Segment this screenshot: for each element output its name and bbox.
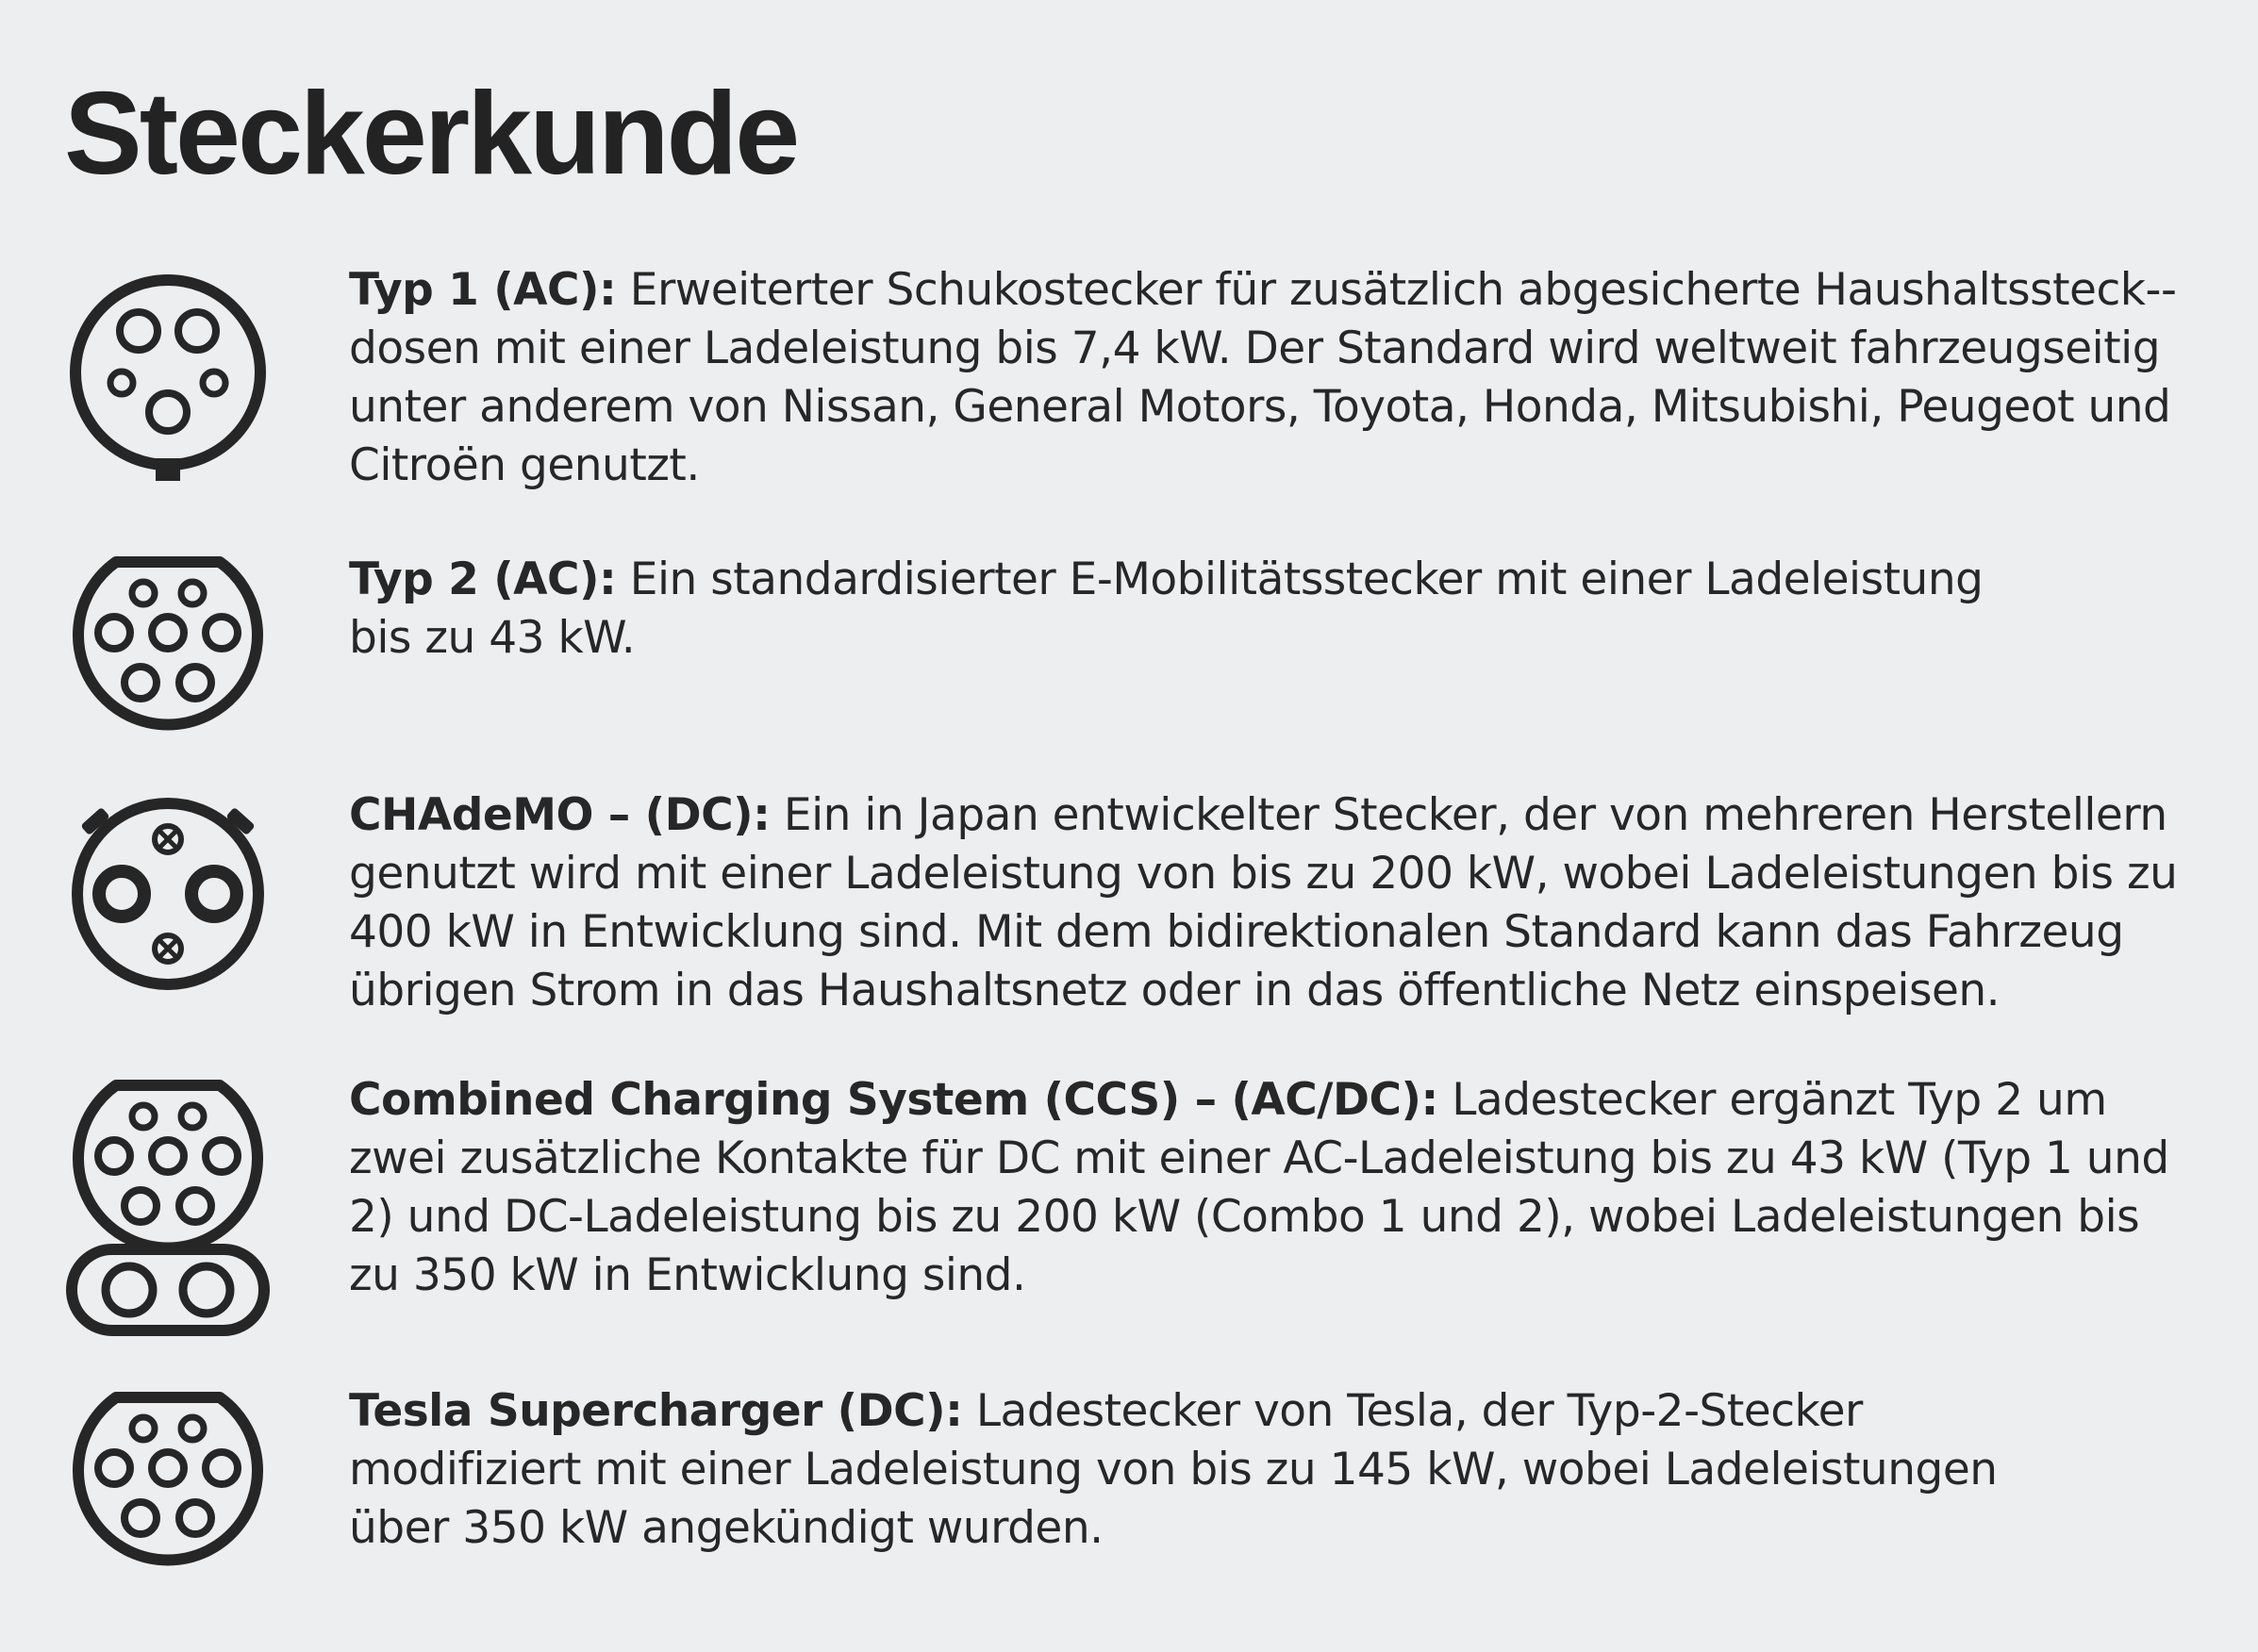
connector-description: Ein in Japan entwickelter Stecker, der von mehreren Herstellern genutzt wird mit einer Ladeleistung von bis zu 200 kW, wobei Ladeleistungen bis zu 400 kW in Entwicklung sind. Mit dem bidirektionalen Standard kann das Fahrzeug übrigen Strom in das Haushaltsnetz oder in das öffentliche Netz einspeisen. [349,789,2178,1016]
connector-description: Ein standardisierter E-Mobilitätsstecker mit einer Ladeleistung bis zu 43 kW. [349,553,1984,664]
connector-name: Combined Charging System (CCS) – (AC/DC): [349,1074,1438,1126]
ccs-connector-icon [64,1078,272,1338]
connector-name: Typ 2 (AC): [349,553,617,605]
connector-name: CHAdeMO – (DC): [349,789,771,841]
connector-description: Erweiterter Schukostecker für zusätzlich abgesicherte Haushaltssteck-dosen mit einer Ladeleistung bis 7,4 kW. Der Standard wird weltweit fahrzeugseitig unter anderem von Nissan, General Motors, Toyota, Honda, Mitsubishi, Peugeot und Citroën genutzt. [349,264,2177,491]
entry-text [349,786,2198,1020]
entry-text [349,1071,2198,1305]
entry-text [349,551,2009,668]
entry-text [349,1382,2103,1558]
tesla-connector-icon [64,1390,272,1569]
connector-name: Typ 1 (AC): [349,264,617,316]
chademo-connector-icon [64,790,272,998]
connector-name: Tesla Supercharger (DC): [349,1385,963,1437]
connector-description: Ladestecker von Tesla, der Typ-2-Stecker modifiziert mit einer Ladeleistung von bis zu 145 kW, wobei Ladeleistungen über 350 kW angekündigt wurden. [349,1385,1998,1554]
page-title: Steckerkunde [64,69,798,199]
type1-connector-icon [64,269,272,486]
connector-description: Ladestecker ergänzt Typ 2 um zwei zusätzliche Kontakte für DC mit einer AC-Ladeleistung bis zu 43 kW (Typ 1 und 2) und DC-Ladeleistung bis zu 200 kW (Combo 1 und 2), wobei Ladeleistungen bis zu 350 kW in Entwicklung sind. [349,1074,2169,1301]
type2-connector-icon [64,554,272,734]
entry-text [349,261,2198,495]
